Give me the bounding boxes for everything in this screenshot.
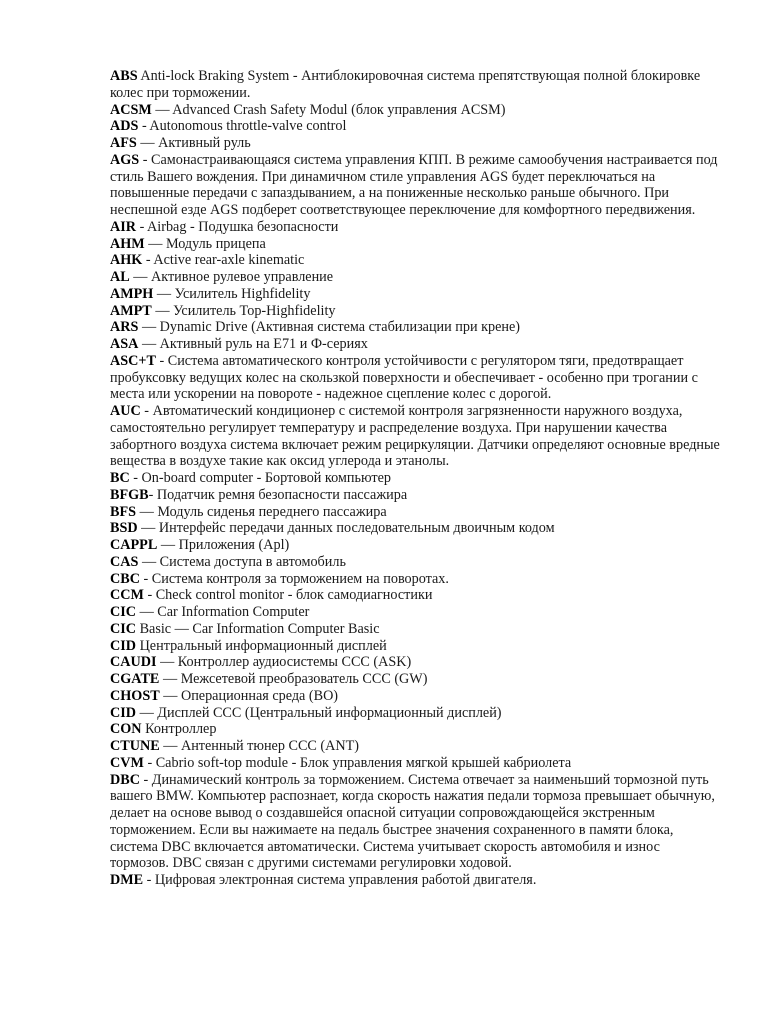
entry-description: - Airbag - Подушка безопасности [136, 218, 339, 235]
entry-abbreviation: BFGB [110, 486, 149, 503]
entry-description: — Модуль прицепа [144, 235, 266, 252]
glossary-entry [110, 252, 720, 269]
glossary-entry [110, 671, 720, 688]
entry-abbreviation: CIC [110, 604, 137, 620]
entry-abbreviation: AIR [110, 218, 137, 235]
glossary-entry [110, 118, 720, 135]
entry-abbreviation: CGATE [110, 671, 160, 687]
glossary-entry [110, 772, 720, 873]
entry-description: — Интерфейс передачи данных последовательным двоичным кодом [137, 520, 555, 537]
glossary-entry [110, 336, 720, 353]
glossary-entry [110, 654, 720, 671]
entry-description: - Самонастраивающаяся система управления КПП. В режиме самообучения настраивается под стиль Вашего вождения. При динамичном стиле управления AGS будет переключаться на повышенные передачи с запаздыванием, а на пониженные несколько раньше обычного. При неспешной езде AGS подберет соответствующее переключение для комфортного передвижения. [110, 151, 718, 218]
glossary-entry [110, 286, 720, 303]
entry-description: - Autonomous throttle-valve control [138, 118, 347, 135]
entry-abbreviation: CON [110, 721, 142, 738]
entry-abbreviation: CTUNE [110, 738, 160, 754]
entry-description: Basic — Car Information Computer Basic [136, 620, 380, 637]
entry-description: - Система контроля за торможением на поворотах. [139, 570, 449, 587]
entry-abbreviation: AHM [110, 235, 145, 252]
entry-abbreviation: BFS [110, 503, 137, 520]
entry-description: Центральный информационный дисплей [136, 637, 387, 654]
entry-description: — Dynamic Drive (Активная система стабилизации при крене) [138, 319, 521, 336]
glossary-entry [110, 403, 720, 470]
entry-description: Anti-lock Braking System - Антиблокировочная система препятствующая полной блокировке колес при торможении. [110, 68, 701, 101]
entry-description: - Автоматический кондиционер с системой контроля загрязненности наружного воздуха, самостоятельно регулирует температуру и распределение воздуха. При нарушении качества забортного воздуха система включает режим рециркуляции. Датчики определяют основные вредные вещества в воздухе такие как оксид углерода и этанолы. [110, 403, 720, 470]
entry-abbreviation: DME [110, 872, 144, 888]
glossary-entry [110, 102, 720, 119]
entry-description: — Контроллер аудиосистемы CCC (ASK) [156, 654, 412, 671]
entry-abbreviation: CIC [110, 620, 137, 637]
glossary-entry [110, 604, 720, 621]
entry-description: — Антенный тюнер CCC (ANT) [159, 738, 360, 754]
entry-abbreviation: AMPH [110, 285, 154, 302]
glossary-entry [110, 738, 720, 755]
glossary-entry [110, 621, 720, 638]
glossary-entry [110, 504, 720, 521]
entry-abbreviation: AFS [110, 135, 137, 151]
glossary-entry [110, 520, 720, 537]
entry-description: — Система доступа в автомобиль [138, 553, 346, 570]
entry-description: - Цифровая электронная система управления работой двигателя. [143, 872, 537, 888]
glossary-entry [110, 353, 720, 403]
glossary-entry [110, 152, 720, 219]
entry-description: - Cabrio soft-top module - Блок управления мягкой крышей кабриолета [143, 754, 572, 771]
glossary-entry [110, 872, 720, 889]
entry-description: — Advanced Crash Safety Modul (блок управления ACSM) [151, 101, 506, 118]
entry-abbreviation: CID [110, 637, 137, 654]
entry-abbreviation: CAS [110, 553, 139, 570]
document-page [110, 68, 720, 889]
glossary-entry [110, 470, 720, 487]
glossary-entry [110, 319, 720, 336]
entry-abbreviation: CHOST [110, 687, 160, 704]
entry-description: — Car Information Computer [136, 604, 310, 620]
glossary-entry [110, 219, 720, 236]
entry-abbreviation: DBC [110, 771, 140, 788]
entry-abbreviation: CVM [110, 754, 144, 771]
entry-abbreviation: AHK [110, 252, 143, 269]
glossary-entry [110, 571, 720, 588]
entry-description: - Active rear-axle kinematic [142, 252, 305, 269]
entry-abbreviation: ADS [110, 118, 139, 135]
entry-abbreviation: ARS [110, 319, 139, 336]
glossary-entry [110, 68, 720, 102]
entry-description: — Активный руль [136, 135, 251, 151]
glossary-entry [110, 135, 720, 152]
glossary-entry [110, 236, 720, 253]
glossary-entry [110, 705, 720, 722]
entry-description: — Усилитель Top-Highfidelity [151, 302, 336, 319]
entry-abbreviation: AGS [110, 151, 140, 168]
entry-description: - On-board computer - Бортовой компьютер [129, 470, 391, 486]
entry-abbreviation: CBC [110, 570, 140, 587]
entry-description: — Дисплей CCC (Центральный информационный дисплей) [136, 704, 502, 721]
glossary-entry [110, 587, 720, 604]
glossary-entry [110, 755, 720, 772]
entry-description: — Активный руль на E71 и Ф-сериях [138, 336, 368, 352]
glossary-entry [110, 537, 720, 554]
glossary-entry [110, 688, 720, 705]
glossary-entry [110, 638, 720, 655]
entry-description: - Система автоматического контроля устойчивости с регулятором тяги, предотвращает пробуксовку ведущих колес на скользкой поверхности и обеспечивает - особенно при трогании с места или ускорении на повороте - надежное сцепление колес с дорогой. [110, 352, 698, 403]
glossary-entry [110, 487, 720, 504]
entry-abbreviation: CAUDI [110, 654, 157, 671]
entry-abbreviation: CCM [110, 587, 144, 604]
entry-description: - Податчик ремня безопасности пассажира [148, 486, 408, 503]
entry-abbreviation: AL [110, 269, 130, 285]
entry-description: — Приложения (Apl) [157, 537, 290, 553]
entry-description: - Check control monitor - блок самодиагностики [143, 587, 433, 604]
glossary-entry [110, 269, 720, 286]
entry-description: — Активное рулевое управление [129, 269, 334, 285]
entry-description: Контроллер [141, 721, 217, 738]
entry-abbreviation: ACSM [110, 101, 152, 118]
entry-abbreviation: CID [110, 704, 137, 721]
entry-abbreviation: ASA [110, 336, 139, 352]
entry-abbreviation: AMPT [110, 302, 152, 319]
entry-abbreviation: BSD [110, 520, 138, 537]
entry-abbreviation: ABS [110, 68, 138, 84]
entry-abbreviation: CAPPL [110, 537, 158, 553]
entry-description: — Модуль сиденья переднего пассажира [136, 503, 387, 520]
entry-description: — Операционная среда (BO) [159, 687, 339, 704]
entry-abbreviation: ASC+T [110, 352, 156, 369]
entry-description: — Межсетевой преобразователь CCC (GW) [159, 671, 428, 687]
entry-description: — Усилитель Highfidelity [153, 285, 311, 302]
entry-abbreviation: AUC [110, 403, 141, 419]
entry-abbreviation: BC [110, 470, 130, 486]
glossary-entry [110, 554, 720, 571]
glossary-entry [110, 721, 720, 738]
entry-description: - Динамический контроль за торможением. Система отвечает за наименьший тормозной путь вашего BMW. Компьютер распознает, когда скорость нажатия педали тормоза превышает обычную, делает на основе вывод о создавшейся опасной ситуации сопровождающейся экстренным торможением. Если вы нажимаете на педаль быстрее значения сохраненного в памяти блока, система DBC включается автоматически. Система учитывает скорость автомобиля и износ тормозов. DBC связан с другими системами регулировки ходовой. [110, 771, 715, 872]
glossary-entry [110, 303, 720, 320]
